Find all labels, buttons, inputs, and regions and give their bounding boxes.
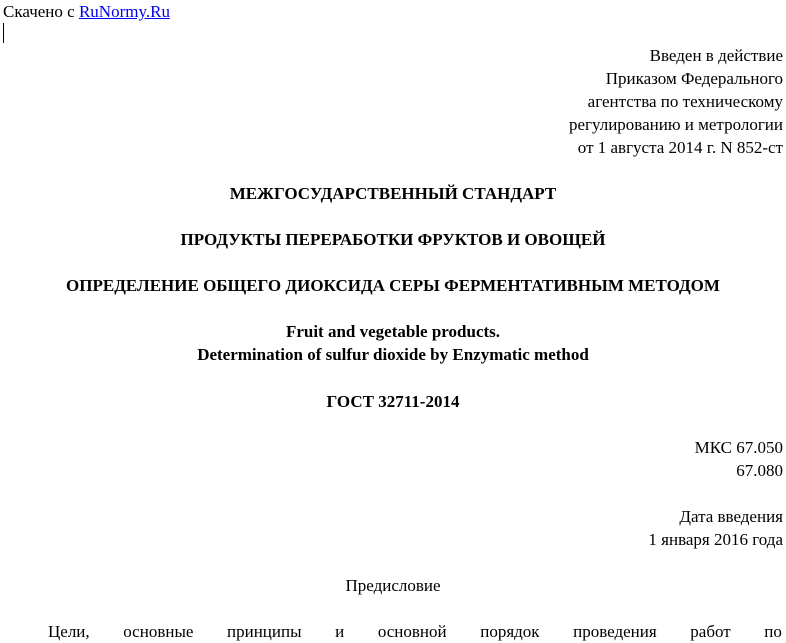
paragraph-word: по — [764, 622, 782, 641]
enactment-line: регулированию и метрологии — [568, 115, 783, 134]
enactment-line: от 1 августа 2014 г. N 852-ст — [577, 138, 783, 157]
interstate-standard-title: МЕЖГОСУДАРСТВЕННЫЙ СТАНДАРТ — [229, 184, 557, 203]
paragraph-word: работ — [690, 622, 731, 641]
mks-code: 67.080 — [736, 461, 783, 480]
mks-code: МКС 67.050 — [694, 438, 783, 457]
enactment-line: Введен в действие — [649, 46, 783, 65]
foreword-paragraph-line — [48, 620, 782, 643]
text-cursor — [3, 23, 4, 43]
runormy-link[interactable]: RuNormy.Ru — [78, 2, 170, 21]
foreword-heading: Предисловие — [345, 576, 441, 595]
enactment-line: Приказом Федерального — [605, 69, 783, 88]
paragraph-word: порядок — [480, 622, 540, 641]
paragraph-word: основной — [377, 622, 447, 641]
paragraph-word: принципы — [227, 622, 302, 641]
paragraph-word: основные — [123, 622, 194, 641]
enactment-line: агентства по техническому — [587, 92, 783, 111]
introduction-date-label: Дата введения — [679, 507, 783, 526]
introduction-date-value: 1 января 2016 года — [648, 530, 783, 549]
gost-number: ГОСТ 32711-2014 — [326, 392, 460, 411]
download-notice-prefix: Скачено с — [3, 2, 75, 21]
products-title: ПРОДУКТЫ ПЕРЕРАБОТКИ ФРУКТОВ И ОВОЩЕЙ — [180, 230, 606, 249]
download-notice — [3, 0, 170, 23]
english-title-line-2: Determination of sulfur dioxide by Enzymatic method — [197, 345, 589, 364]
method-title: ОПРЕДЕЛЕНИЕ ОБЩЕГО ДИОКСИДА СЕРЫ ФЕРМЕНТАТИВНЫМ МЕТОДОМ — [66, 276, 720, 295]
paragraph-word: и — [335, 622, 345, 641]
english-title-line-1: Fruit and vegetable products. — [285, 322, 501, 341]
paragraph-word: Цели, — [48, 622, 90, 641]
paragraph-word: проведения — [573, 622, 657, 641]
